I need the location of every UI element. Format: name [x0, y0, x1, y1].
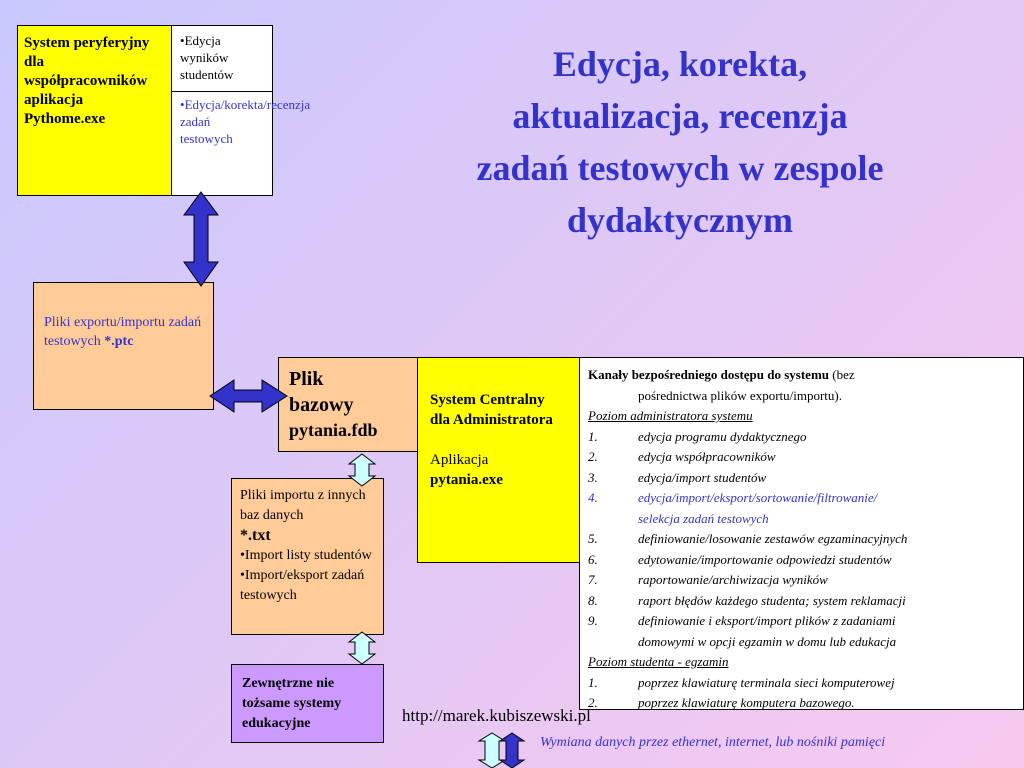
double-arrow-icon: [349, 454, 375, 486]
list-item-text: edytowanie/importowanie odpowiedzi studentów: [638, 551, 892, 567]
list-item-text: raport błędów każdego studenta; system reklamacji: [638, 592, 906, 608]
list-item-number: 1.: [588, 428, 598, 444]
list-item-text: edycja współpracowników: [638, 449, 776, 464]
title-line: aktualizacja, recenzja: [512, 96, 848, 136]
student-level-header: Poziom studenta - egzamin: [588, 654, 729, 669]
base-file-line: bazowy: [289, 394, 354, 416]
channels-heading-cont: pośrednictwa plików exportu/importu).: [638, 387, 842, 403]
external-systems-text: Zewnętrzne nie tożsame systemy edukacyjne: [242, 676, 342, 731]
central-app-label: Aplikacja: [430, 452, 489, 468]
list-item-number: 2.: [588, 695, 598, 710]
list-item-text: edycja programu dydaktycznego: [638, 428, 807, 444]
title-line: zadań testowych w zespole: [476, 148, 884, 188]
central-app-name: pytania.exe: [430, 472, 503, 488]
list-item-number: 2.: [588, 449, 598, 464]
base-file-line: Plik: [289, 368, 324, 390]
double-arrow-icon: [210, 380, 287, 412]
list-item-text-cont: domowymi w opcji egzamin w domu lub edukacja: [638, 633, 897, 649]
list-item-number: 7.: [588, 572, 598, 587]
channels-heading-rest: (bez: [829, 367, 855, 382]
import-files-ext: *.txt: [240, 527, 271, 544]
import-item-label: Import listy studentów: [244, 548, 372, 563]
channels-heading-bold: Kanały bezpośredniego dostępu do systemu: [588, 367, 830, 382]
list-item-number: 1.: [588, 674, 598, 690]
bullet-icon: •: [180, 33, 185, 48]
title-line: dydaktycznym: [566, 200, 794, 240]
bullet-icon: •: [240, 548, 245, 563]
import-files-text: Pliki importu z innych baz danych: [240, 488, 366, 523]
export-files-text: Pliki exportu/importu zadań testowych: [44, 315, 202, 349]
list-item-number: 3.: [588, 469, 598, 485]
central-system-name: System Centralny dla Administratora: [430, 392, 553, 428]
title-line: Edycja, korekta,: [552, 44, 808, 84]
peripheral-item-label: Edycja/korekta/recenzja zadań testowych: [180, 97, 311, 146]
import-item-label: Import/eksport zadań testowych: [240, 568, 365, 603]
double-arrow-icon: [349, 632, 375, 664]
legend-text: Wymiana danych przez ethernet, internet, lub nośniki pamięci: [540, 735, 886, 750]
list-item-number: 8.: [588, 592, 598, 608]
list-item-text: raportowanie/archiwizacja wyników: [638, 572, 828, 587]
admin-level-header: Poziom administratora systemu: [588, 408, 753, 423]
list-item-number: 4.: [588, 490, 598, 505]
peripheral-item-label: Edycja wyników studentów: [180, 33, 234, 82]
double-arrow-icon: [184, 192, 218, 286]
legend-solid-arrow-icon: [500, 733, 524, 768]
base-file-name: pytania.fdb: [289, 420, 378, 440]
list-item-text: edycja/import/eksport/sortowanie/filtrowanie/: [638, 490, 878, 505]
list-item-text: poprzez klawiaturę terminala sieci komputerowej: [638, 674, 895, 690]
list-item-number: 6.: [588, 551, 598, 567]
peripheral-system-name: System peryferyjny dla współpracowników aplikacja Pythome.exe: [24, 35, 150, 127]
list-item-text: edycja/import studentów: [638, 469, 767, 485]
website-link[interactable]: http://marek.kubiszewski.pl: [402, 706, 591, 725]
bullet-icon: •: [180, 97, 185, 112]
list-item-text-cont: selekcja zadań testowych: [638, 510, 769, 526]
legend-light-arrow-icon: [479, 733, 505, 768]
bullet-icon: •: [240, 568, 245, 583]
export-files-ext: *.ptc: [104, 334, 134, 349]
list-item-number: 9.: [588, 613, 598, 628]
list-item-text: definiowanie/losowanie zestawów egzaminacyjnych: [638, 531, 908, 546]
list-item-number: 5.: [588, 531, 598, 546]
list-item-text: definiowanie i eksport/import plików z zadaniami: [638, 613, 896, 628]
list-item-text: poprzez klawiaturę komputera bazowego.: [638, 695, 855, 710]
